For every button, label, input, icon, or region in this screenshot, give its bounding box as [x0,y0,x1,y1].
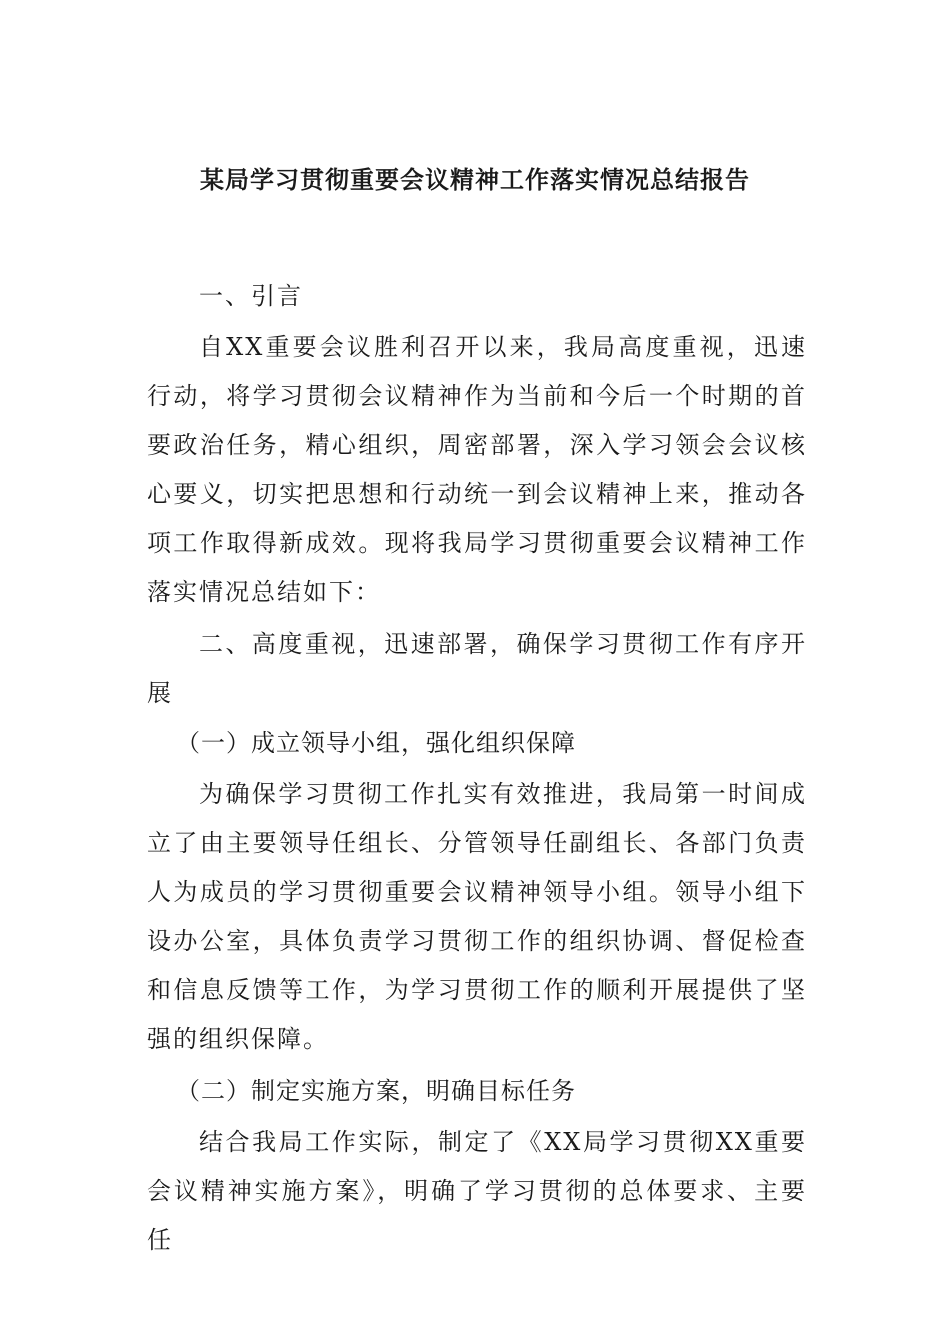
section-paragraph-introduction: 自XX重要会议胜利召开以来，我局高度重视，迅速行动，将学习贯彻会议精神作为当前和今后一个时期的首要政治任务，精心组织，周密部署，深入学习领会会议核心要义，切实把思想和行动统一到会议精神上来，推动各项工作取得新成效。现将我局学习贯彻重要会议精神工作落实情况总结如下： [147,333,807,606]
subsection-heading-implementation-plan: （二）制定实施方案，明确目标任务 [176,1077,576,1105]
section-heading-introduction: 一、引言 [199,282,303,310]
subsection-paragraph-implementation-plan: 结合我局工作实际，制定了《XX局学习贯彻XX重要会议精神实施方案》，明确了学习贯彻的总体要求、主要任 [147,1128,807,1254]
document-title: 某局学习贯彻重要会议精神工作落实情况总结报告 [200,165,750,194]
subsection-heading-leading-group: （一）成立领导小组，强化组织保障 [176,729,576,757]
subsection-paragraph-leading-group: 为确保学习贯彻工作扎实有效推进，我局第一时间成立了由主要领导任组长、分管领导任副组长、各部门负责人为成员的学习贯彻重要会议精神领导小组。领导小组下设办公室，具体负责学习贯彻工作的组织协调、督促检查和信息反馈等工作，为学习贯彻工作的顺利开展提供了坚强的组织保障。 [147,780,807,1053]
section-heading-deployment: 二、高度重视，迅速部署，确保学习贯彻工作有序开展 [147,630,807,707]
